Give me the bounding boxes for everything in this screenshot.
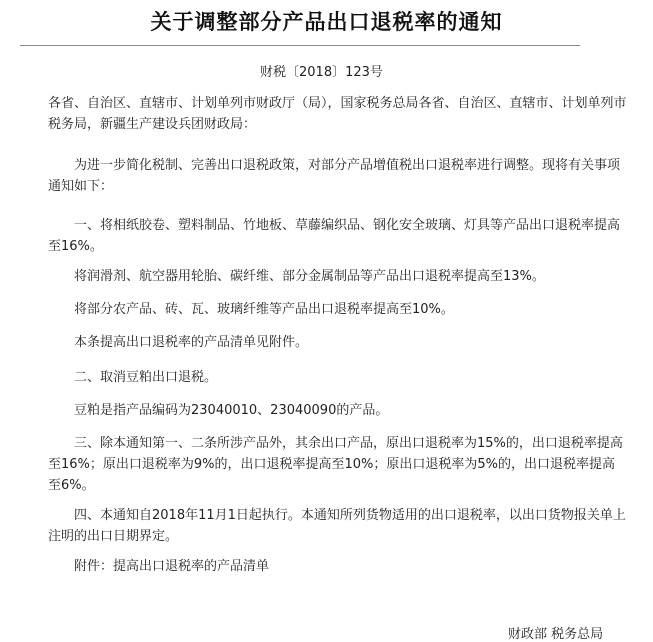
item4-paragraph: [48, 505, 628, 547]
item2-paragraph-a: [48, 367, 628, 388]
item3-paragraph: [48, 433, 628, 496]
addressees-text: 各省、自治区、直辖市、计划单列市财政厅（局），国家税务总局各省、自治区、直辖市、计划单列市税务局，新疆生产建设兵团财政局：: [48, 96, 627, 132]
intro-text: 为进一步简化税制、完善出口退税政策，对部分产品增值税出口退税率进行调整。现将有关事项通知如下：: [48, 158, 621, 194]
item1-text-c: 将部分农产品、砖、瓦、玻璃纤维等产品出口退税率提高至10%。: [74, 302, 454, 317]
item1-paragraph-c: [48, 299, 628, 320]
item1-text-d: 本条提高出口退税率的产品清单见附件。: [74, 335, 309, 350]
document-number: 财税〔2018〕123号: [260, 65, 383, 80]
item1-paragraph-b: [48, 266, 628, 287]
signature: 财政部 税务总局: [508, 627, 604, 642]
addressees: [48, 93, 628, 135]
item1-paragraph-a: [48, 215, 628, 257]
item1-paragraph-d: [48, 332, 628, 353]
item1-text-a: 一、将相纸胶卷、塑料制品、竹地板、草藤编织品、钢化安全玻璃、灯具等产品出口退税率提高至16%。: [48, 218, 621, 254]
item3-text: 三、除本通知第一、二条所涉产品外，其余出口产品，原出口退税率为15%的，出口退税率提高至16%；原出口退税率为9%的，出口退税率提高至10%；原出口退税率为5%的，出口退税率提高至6%。: [48, 436, 623, 493]
title-divider: [20, 45, 580, 46]
item4-text: 四、本通知自2018年11月1日起执行。本通知所列货物适用的出口退税率，以出口货物报关单上注明的出口日期界定。: [48, 508, 626, 544]
document-title: 关于调整部分产品出口退税率的通知: [150, 9, 503, 34]
attachment-paragraph: [48, 556, 628, 577]
item1-text-b: 将润滑剂、航空器用轮胎、碳纤维、部分金属制品等产品出口退税率提高至13%。: [74, 269, 545, 284]
attachment-text: 附件：提高出口退税率的产品清单: [74, 559, 270, 574]
item2-text-a: 二、取消豆粕出口退税。: [74, 370, 218, 385]
item2-text-b: 豆粕是指产品编码为23040010、23040090的产品。: [74, 403, 389, 418]
intro-paragraph: [48, 155, 628, 197]
item2-paragraph-b: [48, 400, 628, 421]
